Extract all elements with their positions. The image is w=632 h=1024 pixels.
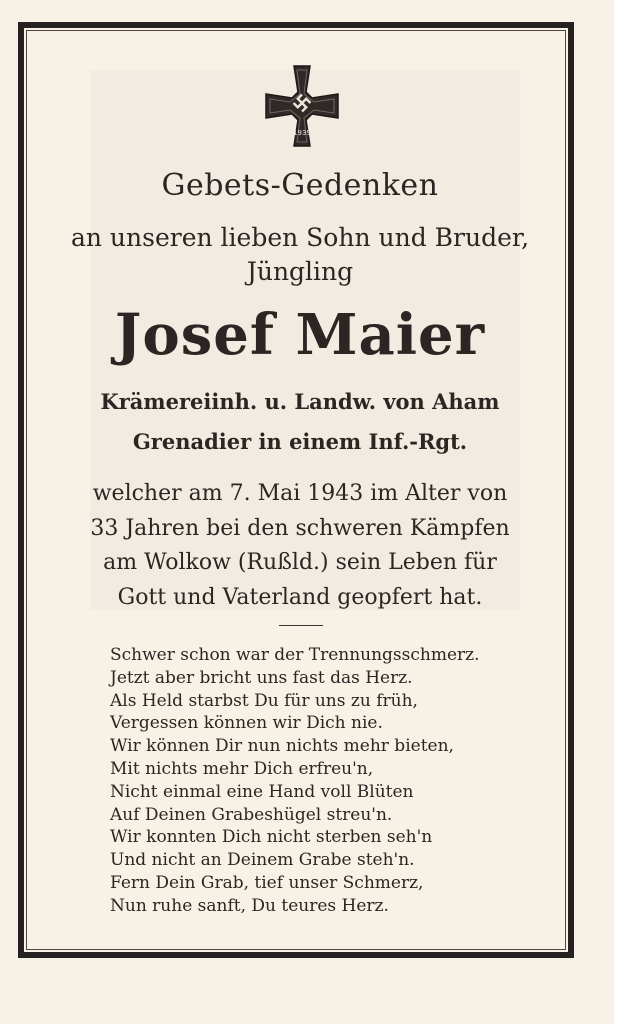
- occupation-line: Krämereiinh. u. Landw. von Aham: [100, 389, 500, 414]
- divider: [279, 625, 323, 626]
- poem-line: Und nicht an Deinem Grabe steh'n.: [110, 850, 415, 871]
- poem-line: Wir können Dir nun nichts mehr bieten,: [110, 736, 454, 757]
- poem-line: Wir konnten Dich nicht sterben seh'n: [110, 827, 433, 848]
- poem-line: Jetzt aber bricht uns fast das Herz.: [110, 667, 413, 688]
- death-notice-line: Gott und Vaterland geopfert hat.: [117, 584, 483, 610]
- military-rank: Grenadier in einem Inf.-Rgt.: [132, 429, 468, 454]
- death-notice-line: welcher am 7. Mai 1943 im Alter von: [92, 481, 508, 506]
- dedication-line: an unseren lieben Sohn und Bruder,: [70, 223, 530, 252]
- iron-cross-icon: [258, 62, 346, 150]
- poem-line: Schwer schon war der Trennungsschmerz.: [110, 645, 480, 665]
- poem-line: Mit nichts mehr Dich erfreu'n,: [110, 758, 374, 779]
- deceased-name: Josef Maier: [114, 302, 486, 368]
- cross-year: 1939: [293, 129, 311, 137]
- poem-line: Vergessen können wir Dich nie.: [110, 713, 383, 734]
- poem-line: Fern Dein Grab, tief unser Schmerz,: [110, 872, 424, 893]
- epithet: Jüngling: [246, 257, 354, 286]
- death-notice-line: am Wolkow (Rußld.) sein Leben für: [103, 550, 497, 575]
- poem-line: Nun ruhe sanft, Du teures Herz.: [110, 895, 389, 916]
- poem-line: Nicht einmal eine Hand voll Blüten: [110, 781, 414, 802]
- poem-line: Auf Deinen Grabeshügel streu'n.: [110, 804, 393, 825]
- memorial-poem: [110, 644, 550, 918]
- card-title: Gebets-Gedenken: [161, 168, 439, 203]
- scan-margin: [614, 0, 632, 1024]
- death-notice: [30, 477, 570, 615]
- death-notice-line: 33 Jahren bei den schweren Kämpfen: [90, 515, 510, 541]
- poem-line: Als Held starbst Du für uns zu früh,: [110, 690, 418, 711]
